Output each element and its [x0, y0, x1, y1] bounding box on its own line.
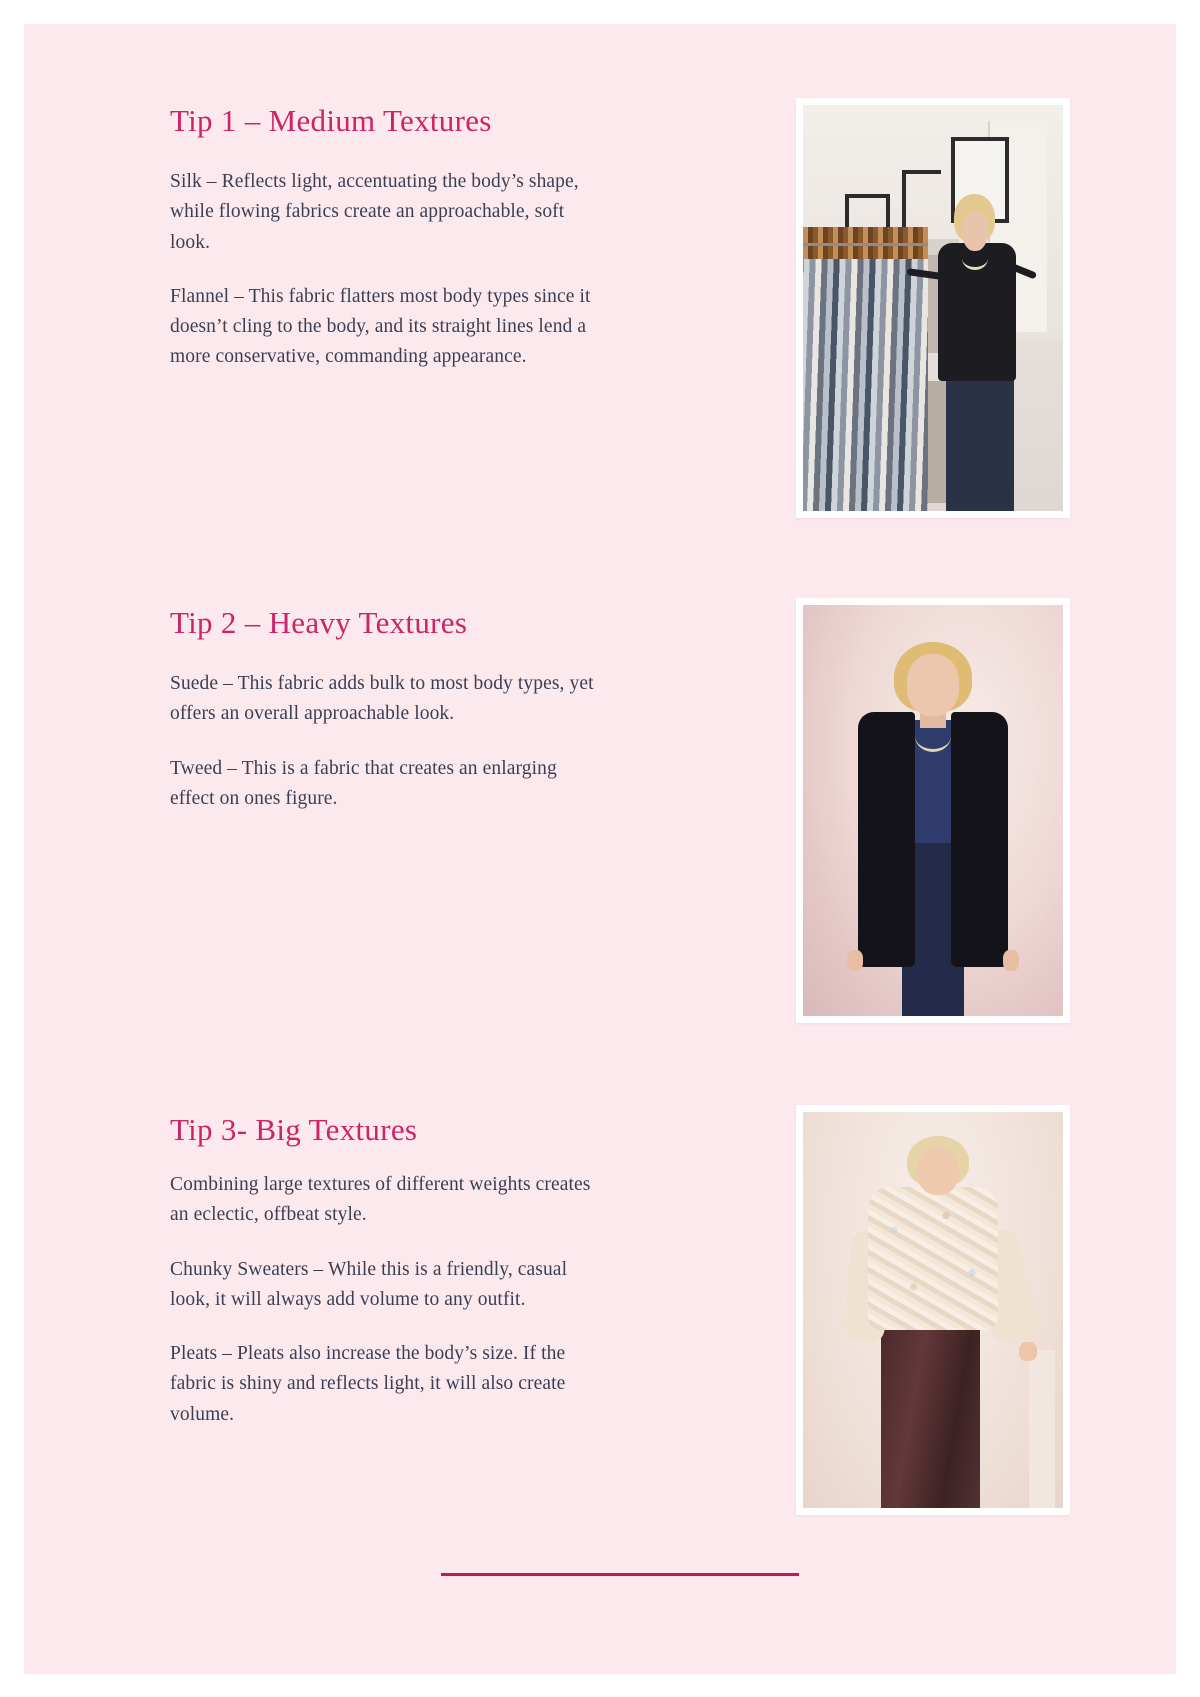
model2-coat-right [951, 712, 1008, 967]
tip-section-2 [170, 596, 1070, 1023]
model3-leather-skirt [881, 1326, 980, 1508]
studio-pillar [1029, 1350, 1055, 1508]
tip-3-text-column [170, 1103, 600, 1430]
tip-1-image-frame [796, 98, 1070, 518]
model3-face [917, 1148, 959, 1196]
tip-2-image-frame [796, 598, 1070, 1023]
model-face [962, 211, 988, 252]
tip-1-text-column [170, 94, 600, 373]
tip-1-image [803, 105, 1063, 511]
tip-section-3 [170, 1103, 1070, 1515]
tip-3-image [803, 1112, 1063, 1508]
tip-3-paragraph-2: Chunky Sweaters – While this is a friendly, casual look, it will always add volume to any outfit. [170, 1258, 568, 1310]
model3-chunky-sweater [868, 1187, 998, 1330]
tip-1-heading: Tip 1 – Medium Textures [170, 103, 492, 138]
model2-coat-left [858, 712, 915, 967]
tip-2-heading: Tip 2 – Heavy Textures [170, 605, 468, 640]
document-page [24, 24, 1176, 1674]
footer-divider-wrap [170, 1573, 1070, 1576]
tip-2-paragraph-1: Suede – This fabric adds bulk to most body types, yet offers an overall approachable look. [170, 673, 594, 725]
document-content [170, 94, 1070, 1576]
rack-bar-5 [902, 170, 941, 174]
tip-2-paragraph-2: Tweed – This is a fabric that creates an enlarging effect on ones figure. [170, 757, 557, 809]
tip-1-paragraph-1: Silk – Reflects light, accentuating the body’s shape, while flowing fabrics create an approachable, soft look. [170, 171, 579, 253]
tip-3-paragraph-3: Pleats – Pleats also increase the body’s size. If the fabric is shiny and reflects light, it will also create volume. [170, 1343, 566, 1425]
model2-necklace [915, 720, 951, 752]
model2-right-hand [1003, 950, 1019, 971]
model2-left-hand [847, 950, 863, 971]
tip-section-1 [170, 94, 1070, 518]
model-necklace [962, 247, 988, 270]
model-skirt [946, 365, 1014, 511]
tip-3-paragraph-1: Combining large textures of different weights creates an eclectic, offbeat style. [170, 1174, 591, 1226]
footer-divider [441, 1573, 799, 1576]
hanging-garments [803, 251, 928, 511]
tip-2-text-column [170, 596, 600, 814]
clothing-rail [803, 243, 928, 246]
tip-2-image [803, 605, 1063, 1016]
tip-1-paragraph-2: Flannel – This fabric flatters most body types since it doesn’t cling to the body, and its straight lines lend a more conservative, commanding appearance. [170, 285, 591, 368]
model3-hand [1019, 1342, 1037, 1362]
tip-3-heading: Tip 3- Big Textures [170, 1112, 418, 1147]
tip-3-image-frame [796, 1105, 1070, 1515]
rack-bar-2 [845, 194, 889, 198]
model2-face [907, 654, 959, 716]
